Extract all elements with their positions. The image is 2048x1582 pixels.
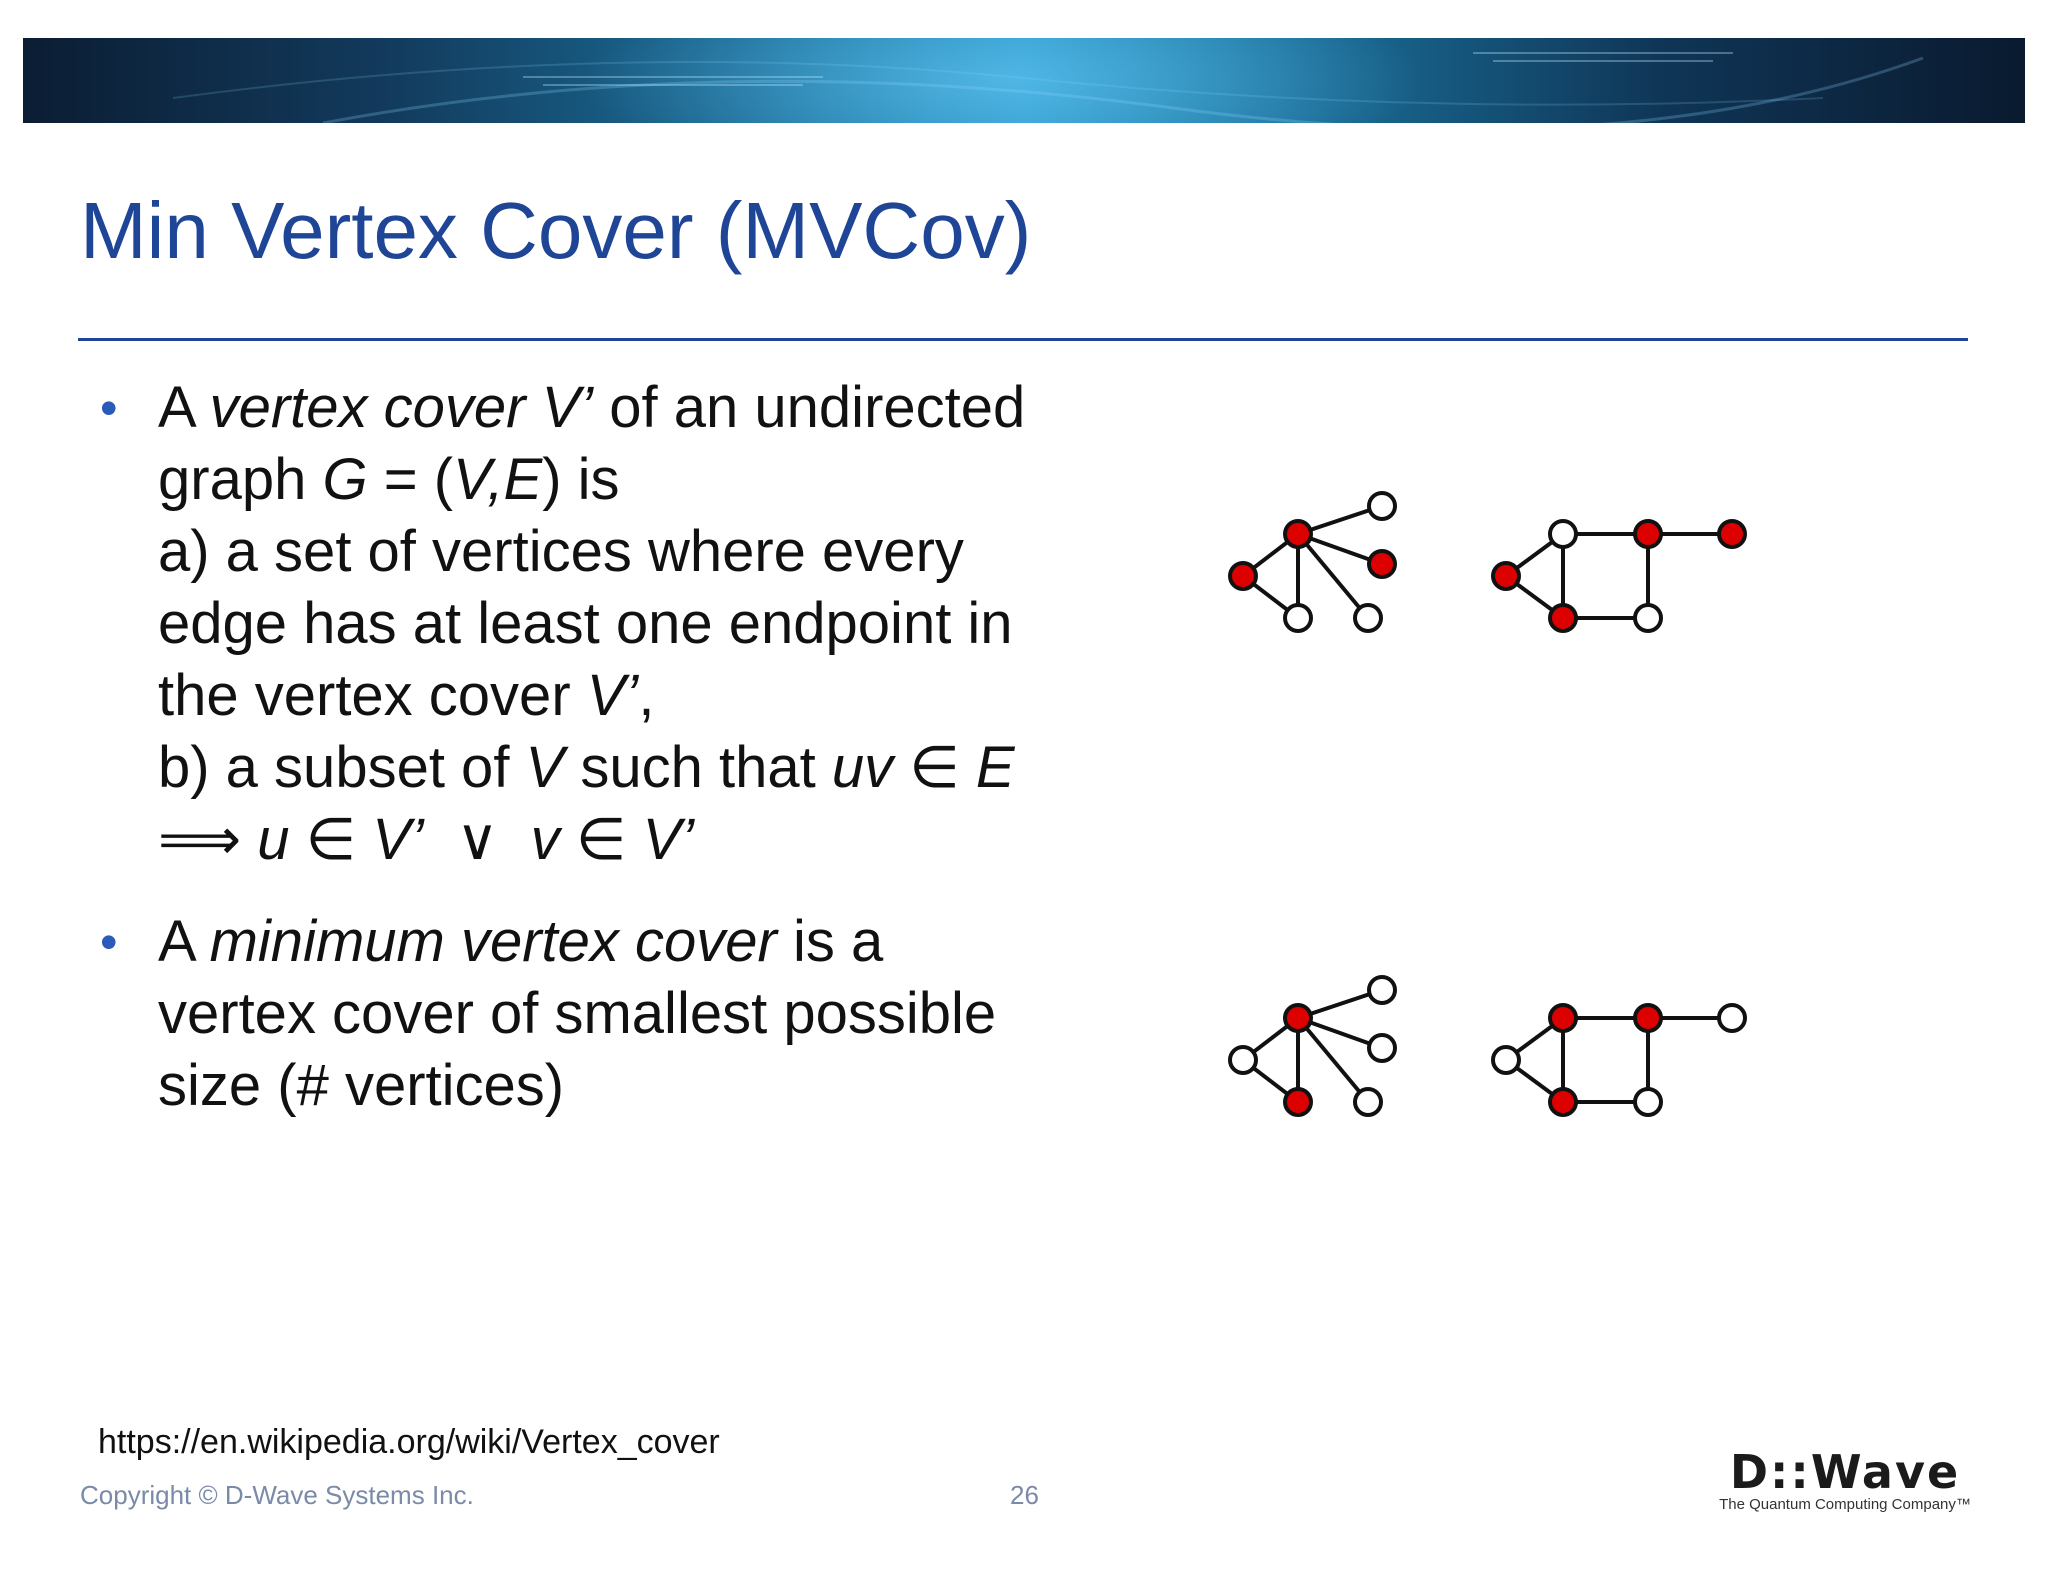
logo-tagline: The Quantum Computing Company™: [1719, 1496, 1971, 1513]
header-banner: [23, 38, 2025, 123]
vertex-uncovered: [1719, 1005, 1745, 1031]
minimum-vertex-cover-examples: [1230, 977, 1745, 1115]
vertex-covered: [1550, 1005, 1576, 1031]
logo-wordmark: D::Wave: [1729, 1445, 1961, 1499]
graph-square-cover: [1493, 521, 1745, 631]
graph-square-minimum: [1493, 1005, 1745, 1115]
title-divider: [78, 338, 1968, 341]
vertex-covered: [1493, 563, 1519, 589]
vertex-uncovered: [1635, 1089, 1661, 1115]
vertex-uncovered: [1493, 1047, 1519, 1073]
dwave-logo: [1715, 1445, 1975, 1518]
vertex-cover-examples: [1230, 493, 1745, 631]
vertex-uncovered: [1369, 1035, 1395, 1061]
vertex-covered: [1369, 551, 1395, 577]
banner-texture: [23, 38, 2025, 123]
vertex-covered: [1719, 521, 1745, 547]
definition-line-6: b) a subset of V such that uv ∈ E: [158, 735, 1015, 800]
page-number: 26: [1010, 1480, 1039, 1510]
vertex-uncovered: [1355, 605, 1381, 631]
bullet-dot: •: [100, 914, 118, 970]
vertex-uncovered: [1355, 1089, 1381, 1115]
definition-line-4: edge has at least one endpoint in: [158, 591, 1013, 656]
minimum-line-1: A minimum vertex cover is a: [158, 909, 884, 974]
vertex-covered: [1285, 1005, 1311, 1031]
vertex-covered: [1550, 1089, 1576, 1115]
vertex-covered: [1635, 521, 1661, 547]
minimum-line-2: vertex cover of smallest possible: [158, 981, 997, 1046]
definition-line-3: a) a set of vertices where every: [158, 519, 964, 584]
vertex-cover-diagrams: [1200, 470, 1780, 1150]
minimum-line-3: size (# vertices): [158, 1053, 565, 1118]
vertex-uncovered: [1550, 521, 1576, 547]
bullet-dot: •: [100, 380, 118, 436]
vertex-uncovered: [1285, 605, 1311, 631]
vertex-covered: [1285, 521, 1311, 547]
bullet-definition: [100, 372, 1100, 876]
definition-line-7: ⟹ u ∈ V’ ∨ v ∈ V’: [158, 807, 695, 872]
graph-star-minimum: [1230, 977, 1395, 1115]
definition-line-5: the vertex cover V’,: [158, 663, 655, 728]
bullet-list: [100, 372, 1100, 1122]
definition-line-1: A vertex cover V’ of an undirected: [158, 375, 1026, 440]
graph-star-cover: [1230, 493, 1395, 631]
vertex-uncovered: [1369, 493, 1395, 519]
definition-line-2: graph G = (V,E) is: [158, 447, 620, 512]
vertex-uncovered: [1230, 1047, 1256, 1073]
vertex-covered: [1285, 1089, 1311, 1115]
vertex-covered: [1230, 563, 1256, 589]
vertex-covered: [1550, 605, 1576, 631]
vertex-uncovered: [1635, 605, 1661, 631]
bullet-minimum: [100, 906, 1100, 1122]
copyright-notice: Copyright © D-Wave Systems Inc.: [80, 1480, 474, 1510]
slide-title: Min Vertex Cover (MVCov): [80, 186, 1032, 275]
vertex-covered: [1635, 1005, 1661, 1031]
vertex-uncovered: [1369, 977, 1395, 1003]
source-link[interactable]: https://en.wikipedia.org/wiki/Vertex_cover: [98, 1423, 720, 1461]
